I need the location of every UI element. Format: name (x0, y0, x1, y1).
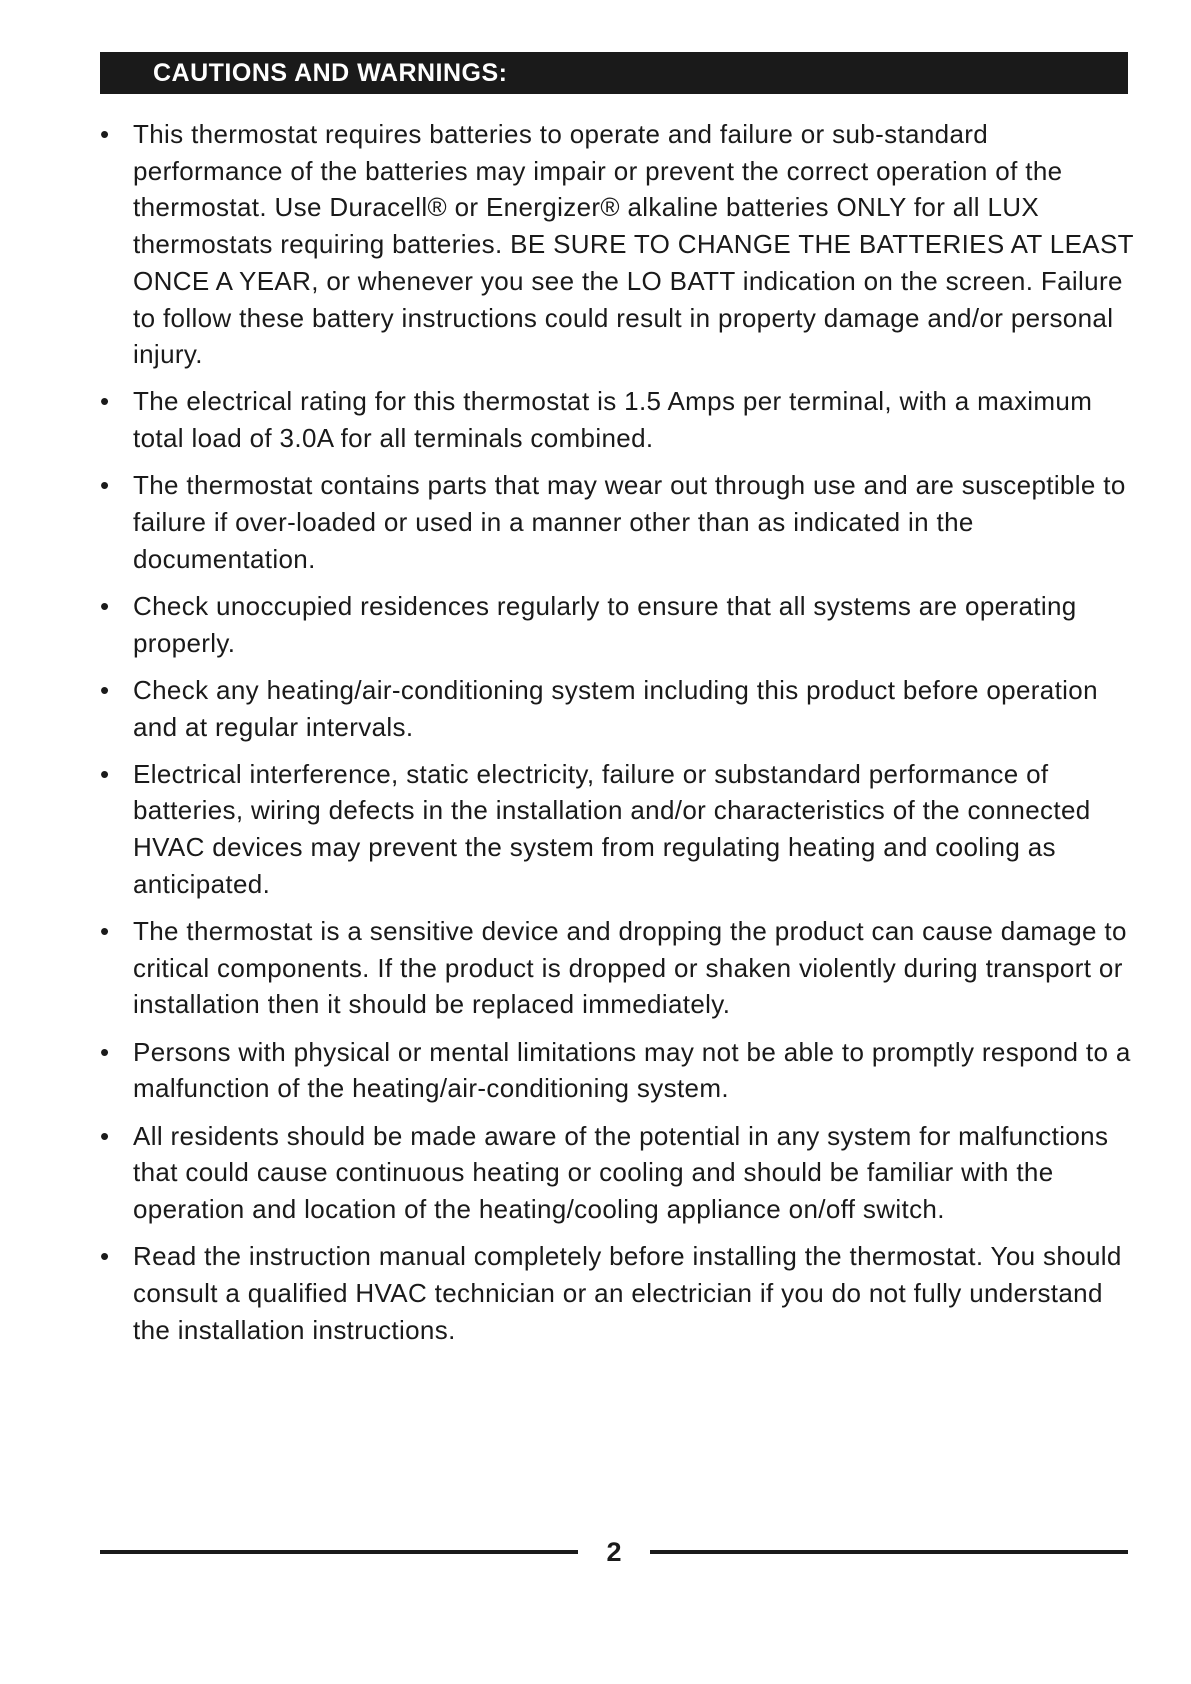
bullet-icon: • (100, 386, 110, 417)
bullet-icon: • (100, 590, 110, 621)
section-title: CAUTIONS AND WARNINGS: (153, 58, 508, 87)
bullet-icon: • (100, 758, 110, 789)
warning-text: All residents should be made aware of the potential in any system for malfunctions that could cause continuous heating or cooling and should be familiar with the operation and location of the heating/cooling appliance on/off switch. (133, 1120, 1109, 1224)
warning-item (100, 1118, 1140, 1228)
bullet-icon: • (100, 1036, 110, 1067)
warning-item (100, 1238, 1140, 1348)
warning-item (100, 116, 1140, 373)
warning-text: Read the instruction manual completely before installing the thermostat. You should consult a qualified HVAC technician or an electrician if you do not fully understand the installation instructions. (133, 1241, 1122, 1345)
bullet-icon: • (100, 470, 110, 501)
warning-text: Persons with physical or mental limitations may not be able to promptly respond to a malfunction of the heating/air-conditioning system. (133, 1036, 1131, 1104)
bullet-icon: • (100, 1120, 110, 1151)
bullet-icon: • (100, 1241, 110, 1272)
warning-item (100, 467, 1140, 577)
warnings-list (100, 116, 1140, 1359)
warning-item (100, 672, 1140, 745)
page-number: 2 (606, 1537, 622, 1567)
warning-text: Check any heating/air-conditioning system including this product before operation and at regular intervals. (133, 674, 1098, 742)
warning-text: Check unoccupied residences regularly to ensure that all systems are operating properly. (133, 590, 1077, 658)
warning-text: The thermostat contains parts that may wear out through use and are susceptible to failure if over-loaded or used in a manner other than as indicated in the documentation. (133, 470, 1126, 574)
warning-text: The thermostat is a sensitive device and dropping the product can cause damage to critical components. If the product is dropped or shaken violently during transport or installation then it should be replaced immediately. (133, 916, 1127, 1020)
warning-item (100, 756, 1140, 903)
warning-item (100, 383, 1140, 456)
footer-rule-right (650, 1550, 1128, 1554)
bullet-icon: • (100, 674, 110, 705)
bullet-icon: • (100, 916, 110, 947)
section-header-bar (100, 52, 1128, 94)
warning-text: The electrical rating for this thermostat is 1.5 Amps per terminal, with a maximum total load of 3.0A for all terminals combined. (133, 386, 1093, 454)
warning-text: Electrical interference, static electricity, failure or substandard performance of batteries, wiring defects in the installation and/or characteristics of the connected HVAC devices may prevent the system from regulating heating and cooling as anticipated. (133, 758, 1091, 899)
footer-rule-left (100, 1550, 578, 1554)
bullet-icon: • (100, 119, 110, 149)
warning-item (100, 913, 1140, 1023)
warning-item (100, 1034, 1140, 1107)
warning-item (100, 588, 1140, 661)
warning-text: This thermostat requires batteries to operate and failure or sub-standard performance of the batteries may impair or prevent the correct operation of the thermostat. Use Duracell® or Energizer® alkaline batteries ONLY for all LUX thermostats requiring batteries. BE SURE TO CHANGE THE BATTERIES AT LEAST ONCE A YEAR, or whenever you see the LO BATT indication on the screen. Failure to follow these battery instructions could result in property damage and/or personal injury. (133, 119, 1134, 370)
